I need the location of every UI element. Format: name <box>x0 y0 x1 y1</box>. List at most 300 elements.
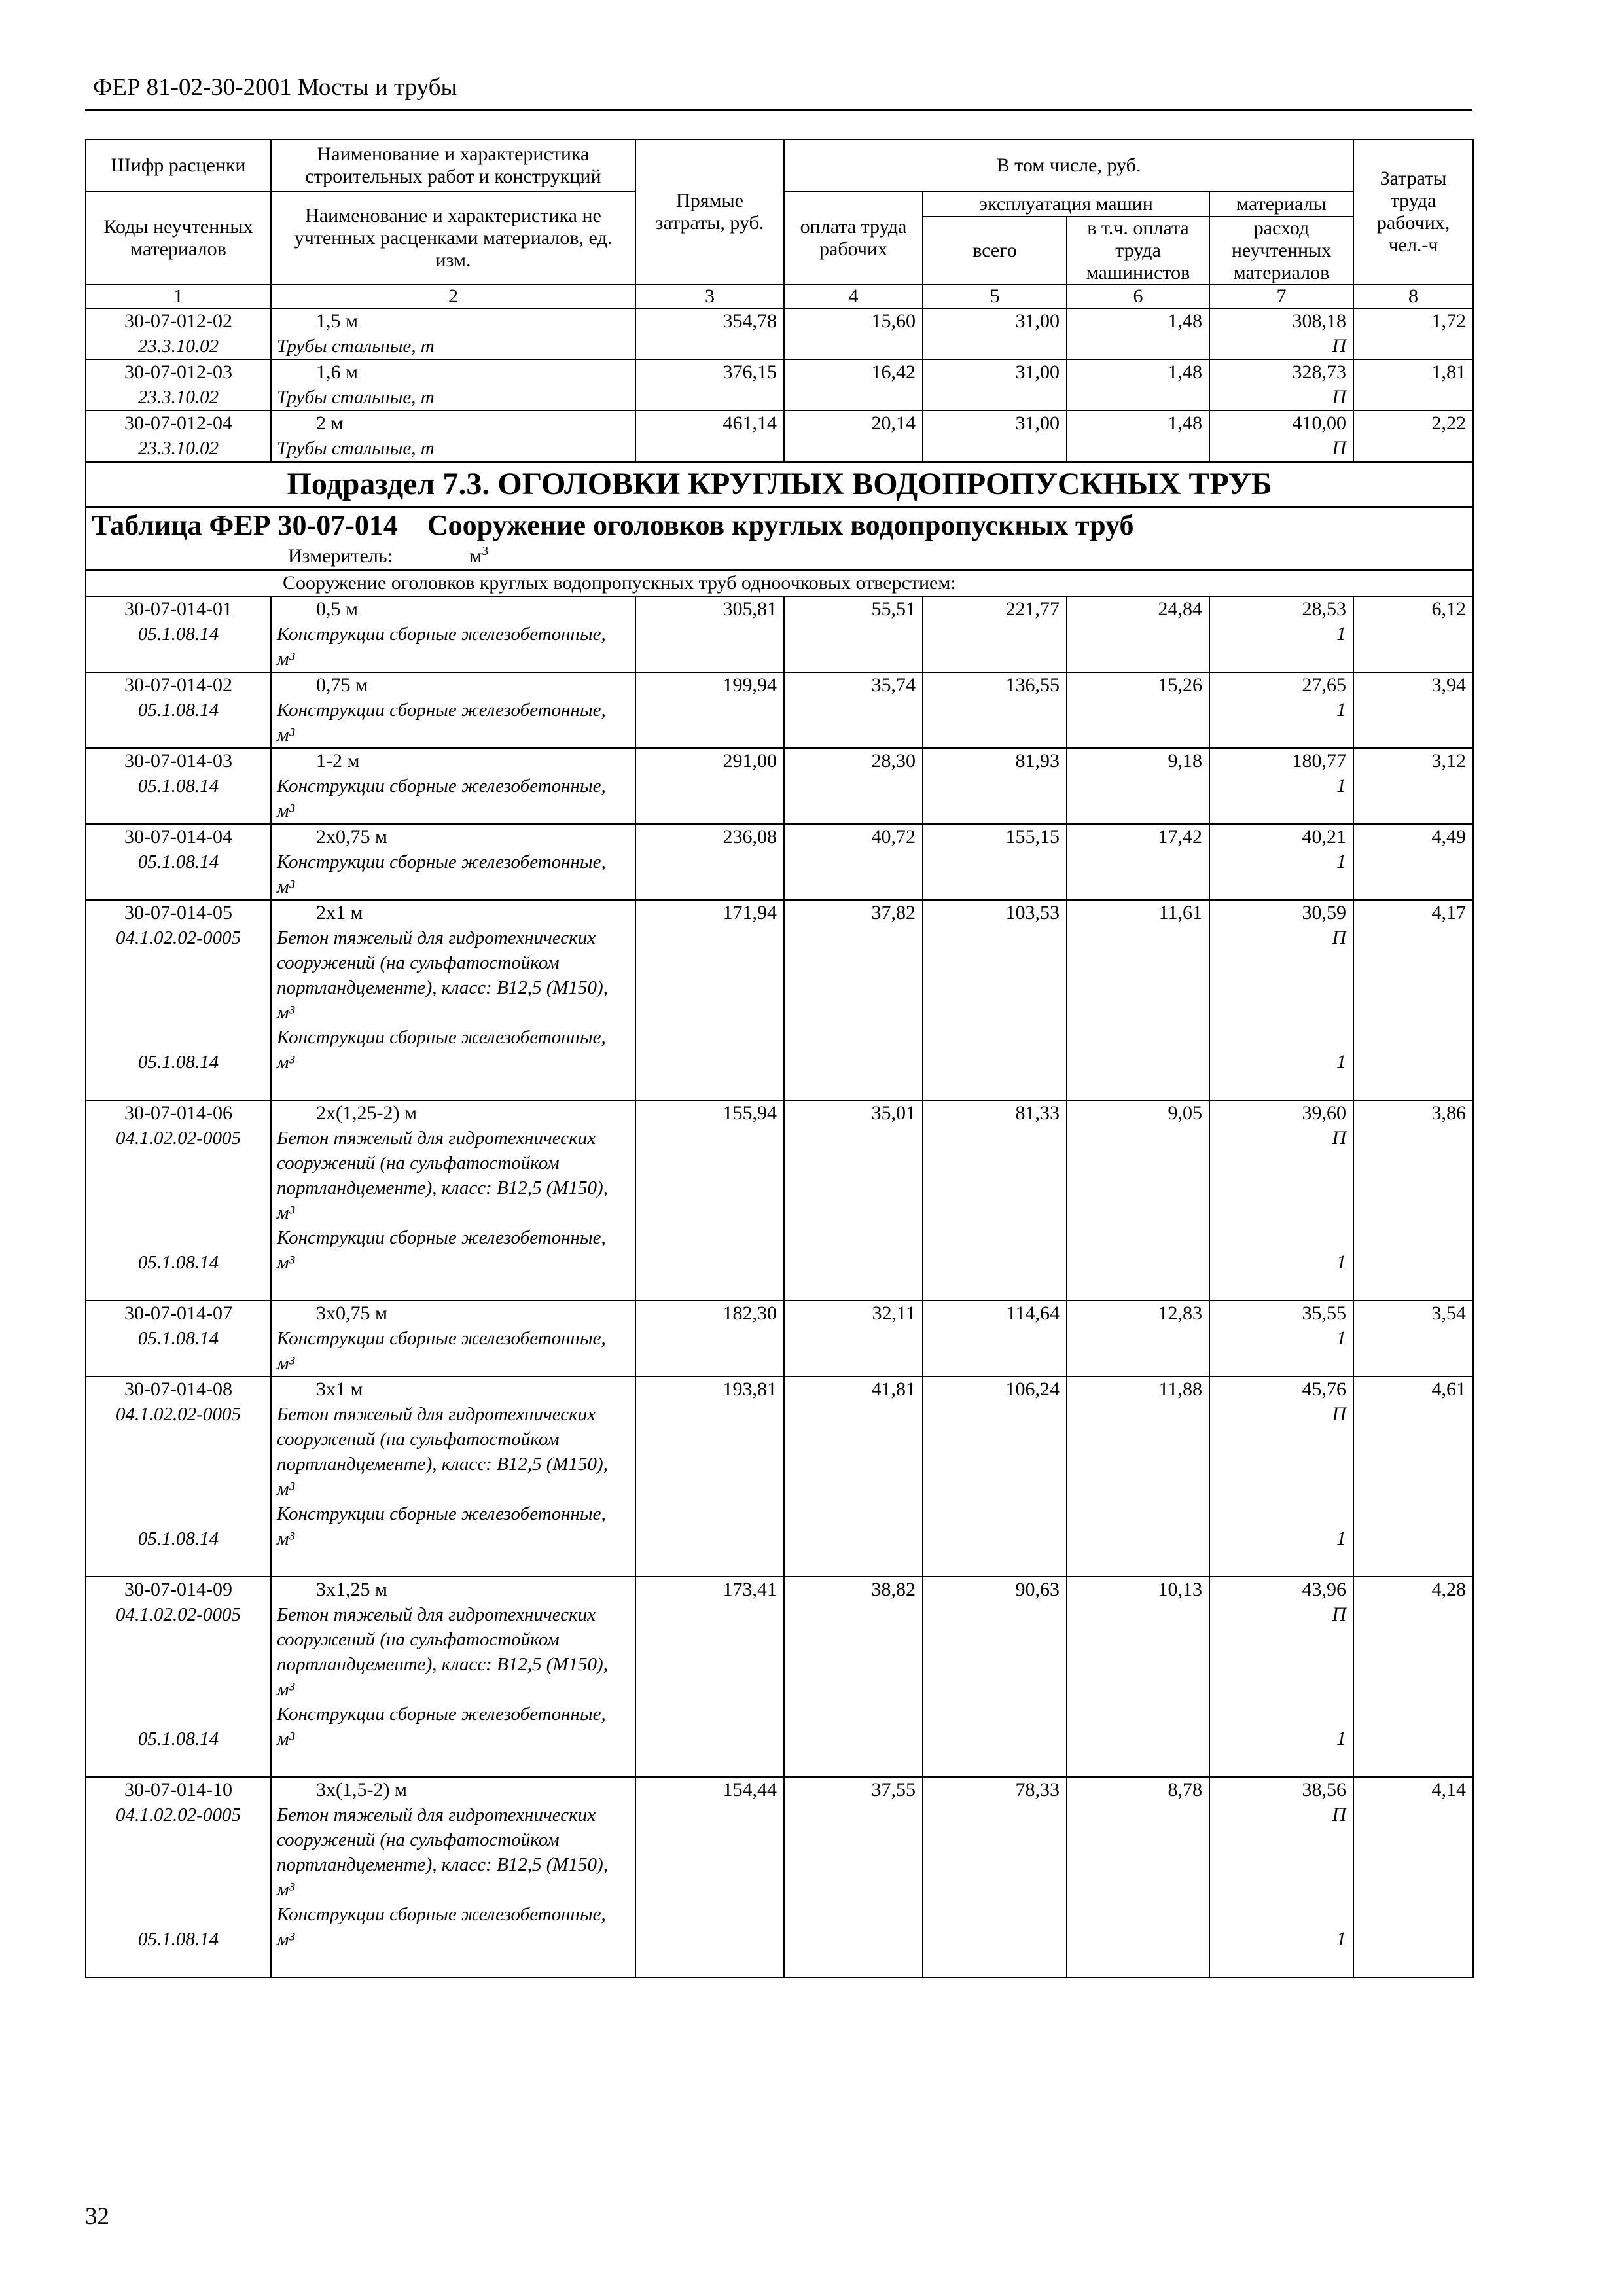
material-unit: П <box>1332 927 1347 948</box>
machines-labor: 1,48 <box>1168 361 1202 383</box>
work-name: 1-2 м <box>316 750 360 772</box>
table-row <box>86 824 1473 900</box>
machines-total: 78,33 <box>1015 1779 1060 1801</box>
labor-pay: 32,11 <box>872 1302 916 1324</box>
materials-cost: 39,60 <box>1302 1102 1347 1124</box>
materials-cost: 27,65 <box>1302 674 1347 696</box>
materials-cell <box>1209 824 1353 900</box>
work-name: 3х0,75 м <box>316 1302 387 1324</box>
work-name: 3х1 м <box>316 1378 363 1400</box>
table-row <box>86 900 1473 1100</box>
work-name: 3х(1,5-2) м <box>316 1779 407 1801</box>
labor-pay: 35,01 <box>871 1102 916 1124</box>
material-code: 04.1.02.02-0005 <box>116 1804 241 1825</box>
table-row <box>86 672 1473 748</box>
name-cell <box>271 1777 635 1977</box>
machines-total: 103,53 <box>1005 902 1060 924</box>
col-number: 7 <box>1209 285 1353 308</box>
materials-cell <box>1209 1777 1353 1977</box>
labor-pay: 28,30 <box>871 750 916 772</box>
labor-hours: 3,54 <box>1431 1302 1467 1324</box>
header-direct-costs: Прямые затраты, руб. <box>635 139 784 285</box>
materials-cost: 45,76 <box>1302 1378 1347 1400</box>
material-name: Конструкции сборные железобетонные, м³ <box>277 624 606 670</box>
machines-total-cell <box>923 900 1067 1100</box>
labor-hours: 3,94 <box>1431 674 1467 696</box>
materials-cost: 180,77 <box>1292 750 1347 772</box>
labor-hours-cell <box>1353 596 1473 672</box>
direct-cost-cell <box>635 900 784 1100</box>
labor-hours-cell <box>1353 1376 1473 1577</box>
table-row <box>86 308 1473 359</box>
material-name: Бетон тяжелый для гидротехнических сооружений (на сульфатостойком портландцементе), класс: В12,5 (М150), м³ <box>277 1128 608 1223</box>
meter-label: Измеритель: <box>288 545 393 567</box>
direct-cost: 171,94 <box>722 902 777 924</box>
column-numbers-row <box>86 285 1473 308</box>
labor-hours-cell <box>1353 672 1473 748</box>
work-name: 1,6 м <box>316 361 358 383</box>
machines-labor: 1,48 <box>1168 412 1202 434</box>
materials-cost: 38,56 <box>1302 1779 1347 1801</box>
material-unit: П <box>1332 437 1347 459</box>
rate-code: 30-07-014-01 <box>124 598 232 620</box>
header-code: Шифр расценки <box>86 139 271 192</box>
machines-labor: 1,48 <box>1168 310 1202 332</box>
machines-labor-cell <box>1067 1300 1209 1376</box>
meter <box>92 543 1466 569</box>
material-code: 05.1.08.14 <box>137 624 219 645</box>
material-unit: 1 <box>1336 1728 1347 1749</box>
labor-hours: 2,22 <box>1431 412 1467 434</box>
materials-cost: 30,59 <box>1302 902 1347 924</box>
labor-pay-cell <box>784 410 923 462</box>
rate-code: 30-07-014-05 <box>124 902 232 924</box>
machines-total-cell <box>923 1100 1067 1300</box>
labor-hours: 4,61 <box>1431 1378 1467 1400</box>
direct-cost-cell <box>635 1300 784 1376</box>
table-row <box>86 1777 1473 1977</box>
code-cell <box>86 1300 271 1376</box>
machines-total: 221,77 <box>1005 598 1060 620</box>
labor-hours: 6,12 <box>1431 598 1467 620</box>
table-row <box>86 1300 1473 1376</box>
labor-hours-cell <box>1353 359 1473 410</box>
rates-table <box>85 139 1474 1978</box>
material-unit: П <box>1332 1604 1347 1625</box>
labor-pay: 20,14 <box>871 412 916 434</box>
labor-hours: 4,17 <box>1431 902 1467 924</box>
name-cell <box>271 596 635 672</box>
material-unit: 1 <box>1336 699 1347 721</box>
material-name: Трубы стальные, т <box>277 336 435 357</box>
machines-labor: 11,88 <box>1158 1378 1202 1400</box>
col-number: 8 <box>1353 285 1473 308</box>
direct-cost-cell <box>635 1577 784 1777</box>
material-unit: 1 <box>1336 851 1347 872</box>
material-code: 05.1.08.14 <box>137 1929 219 1950</box>
material-code: 04.1.02.02-0005 <box>116 1404 241 1425</box>
name-cell <box>271 672 635 748</box>
direct-cost: 173,41 <box>722 1579 777 1600</box>
materials-cost: 308,18 <box>1292 310 1347 332</box>
material-code: 05.1.08.14 <box>137 852 219 872</box>
material-code: 05.1.08.14 <box>137 1729 219 1749</box>
material-unit: 1 <box>1336 1251 1347 1273</box>
direct-cost: 154,44 <box>722 1779 777 1801</box>
materials-cell <box>1209 308 1353 359</box>
direct-cost-cell <box>635 1100 784 1300</box>
rate-code: 30-07-014-07 <box>124 1302 232 1324</box>
labor-hours: 4,14 <box>1431 1779 1467 1801</box>
machines-total-cell <box>923 359 1067 410</box>
material-code: 23.3.10.02 <box>137 387 219 408</box>
name-cell <box>271 900 635 1100</box>
direct-cost-cell <box>635 359 784 410</box>
work-name: 1,5 м <box>316 310 358 332</box>
group-title: Сооружение оголовков круглых водопропускных труб одноочковых отверстием: <box>86 570 1473 596</box>
machines-total: 114,64 <box>1006 1302 1060 1324</box>
materials-cell <box>1209 672 1353 748</box>
labor-hours-cell <box>1353 748 1473 824</box>
material-name: Бетон тяжелый для гидротехнических сооружений (на сульфатостойком портландцементе), класс: В12,5 (М150), м³ <box>277 1404 608 1499</box>
material-name: Бетон тяжелый для гидротехнических сооружений (на сульфатостойком портландцементе), класс: В12,5 (М150), м³ <box>277 1604 608 1700</box>
material-code: 05.1.08.14 <box>137 700 219 721</box>
material-name: Конструкции сборные железобетонные, м³ <box>277 1503 606 1549</box>
machines-labor-cell <box>1067 824 1209 900</box>
materials-cell <box>1209 1577 1353 1777</box>
col-number: 1 <box>86 285 271 308</box>
machines-labor: 24,84 <box>1158 598 1202 620</box>
section-heading <box>86 462 1473 597</box>
labor-hours-cell <box>1353 1777 1473 1977</box>
material-code: 05.1.08.14 <box>137 1528 219 1549</box>
machines-total: 106,24 <box>1005 1378 1060 1400</box>
subsection-title: Подраздел 7.3. ОГОЛОВКИ КРУГЛЫХ ВОДОПРОПУСКНЫХ ТРУБ <box>86 462 1473 507</box>
material-unit: 1 <box>1336 775 1347 797</box>
material-code: 23.3.10.02 <box>137 336 219 357</box>
code-cell <box>86 1777 271 1977</box>
code-cell <box>86 359 271 410</box>
col-number: 6 <box>1067 285 1209 308</box>
materials-cost: 328,73 <box>1292 361 1347 383</box>
machines-total-cell <box>923 1777 1067 1977</box>
material-code: 05.1.08.14 <box>137 776 219 797</box>
machines-labor-cell <box>1067 1100 1209 1300</box>
labor-hours: 3,12 <box>1431 750 1467 772</box>
labor-hours: 1,72 <box>1431 310 1467 332</box>
material-name: Конструкции сборные железобетонные, м³ <box>277 1328 606 1374</box>
table-body-main <box>86 596 1473 1977</box>
name-cell <box>271 824 635 900</box>
rate-code: 30-07-014-10 <box>124 1779 232 1801</box>
materials-cell <box>1209 748 1353 824</box>
material-name: Конструкции сборные железобетонные, м³ <box>277 1027 606 1073</box>
name-cell <box>271 359 635 410</box>
header-machines: эксплуатация машин <box>923 192 1209 217</box>
table-header <box>86 139 1473 308</box>
machines-labor-cell <box>1067 1376 1209 1577</box>
machines-labor-cell <box>1067 672 1209 748</box>
labor-pay-cell <box>784 672 923 748</box>
machines-total-cell <box>923 1376 1067 1577</box>
material-unit: 1 <box>1336 1327 1347 1349</box>
header-codes-unaccounted: Коды неучтенных материалов <box>86 192 271 285</box>
labor-pay: 55,51 <box>871 598 916 620</box>
direct-cost-cell <box>635 596 784 672</box>
direct-cost-cell <box>635 824 784 900</box>
meter-value: м <box>469 545 482 567</box>
work-name: 3х1,25 м <box>316 1579 387 1600</box>
rate-code: 30-07-014-04 <box>124 826 232 848</box>
code-cell <box>86 900 271 1100</box>
machines-labor: 8,78 <box>1168 1779 1202 1801</box>
direct-cost: 354,78 <box>722 310 777 332</box>
machines-labor-cell <box>1067 1577 1209 1777</box>
header-incl: В том числе, руб. <box>784 139 1353 192</box>
code-cell <box>86 308 271 359</box>
machines-labor: 15,26 <box>1158 674 1202 696</box>
machines-total: 81,93 <box>1015 750 1060 772</box>
direct-cost: 199,94 <box>722 674 777 696</box>
material-unit: П <box>1332 1127 1347 1149</box>
materials-cell <box>1209 1100 1353 1300</box>
materials-cost: 28,53 <box>1302 598 1347 620</box>
machines-total: 136,55 <box>1005 674 1060 696</box>
name-cell <box>271 748 635 824</box>
material-unit: П <box>1332 386 1347 408</box>
table-row <box>86 410 1473 462</box>
machines-labor-cell <box>1067 900 1209 1100</box>
machines-total: 90,63 <box>1015 1579 1060 1600</box>
material-unit: 1 <box>1336 1928 1347 1950</box>
rate-code: 30-07-014-06 <box>124 1102 232 1124</box>
material-code: 04.1.02.02-0005 <box>116 1604 241 1625</box>
direct-cost-cell <box>635 1376 784 1577</box>
machines-labor-cell <box>1067 410 1209 462</box>
machines-total-cell <box>923 308 1067 359</box>
code-cell <box>86 1577 271 1777</box>
rate-code: 30-07-014-02 <box>124 674 232 696</box>
material-unit: П <box>1332 1804 1347 1825</box>
machines-total: 31,00 <box>1015 412 1060 434</box>
direct-cost-cell <box>635 1777 784 1977</box>
direct-cost-cell <box>635 308 784 359</box>
material-unit: 1 <box>1336 1528 1347 1549</box>
header-name-materials: Наименование и характеристика не учтенных расценками материалов, ед. изм. <box>271 192 635 285</box>
meter-sup: 3 <box>482 545 489 558</box>
rate-code: 30-07-012-03 <box>124 361 232 383</box>
name-cell <box>271 1300 635 1376</box>
rate-code: 30-07-014-09 <box>124 1579 232 1600</box>
labor-pay-cell <box>784 359 923 410</box>
materials-cell <box>1209 1300 1353 1376</box>
machines-labor-cell <box>1067 359 1209 410</box>
labor-hours-cell <box>1353 824 1473 900</box>
code-cell <box>86 596 271 672</box>
material-name: Конструкции сборные железобетонные, м³ <box>277 1704 606 1749</box>
name-cell <box>271 1376 635 1577</box>
machines-labor: 10,13 <box>1158 1579 1202 1600</box>
material-name: Бетон тяжелый для гидротехнических сооружений (на сульфатостойком портландцементе), класс: В12,5 (М150), м³ <box>277 1804 608 1900</box>
direct-cost: 182,30 <box>722 1302 777 1324</box>
material-code: 04.1.02.02-0005 <box>116 927 241 948</box>
machines-total-cell <box>923 672 1067 748</box>
table-row <box>86 596 1473 672</box>
name-cell <box>271 1100 635 1300</box>
labor-pay-cell <box>784 900 923 1100</box>
labor-pay-cell <box>784 596 923 672</box>
work-name: 2х0,75 м <box>316 826 387 848</box>
labor-pay-cell <box>784 824 923 900</box>
header-materials-use: расход неучтенных материалов <box>1209 217 1353 285</box>
machines-total: 31,00 <box>1015 310 1060 332</box>
material-name: Конструкции сборные железобетонные, м³ <box>277 852 606 897</box>
code-cell <box>86 672 271 748</box>
header-materials: материалы <box>1209 192 1353 217</box>
machines-labor: 17,42 <box>1158 826 1202 848</box>
labor-pay-cell <box>784 748 923 824</box>
direct-cost-cell <box>635 748 784 824</box>
labor-hours-cell <box>1353 900 1473 1100</box>
material-name: Конструкции сборные железобетонные, м³ <box>277 700 606 745</box>
material-name: Бетон тяжелый для гидротехнических сооружений (на сульфатостойком портландцементе), класс: В12,5 (М150), м³ <box>277 927 608 1023</box>
labor-hours-cell <box>1353 1100 1473 1300</box>
machines-labor: 11,61 <box>1158 902 1202 924</box>
material-code: 05.1.08.14 <box>137 1052 219 1073</box>
page-number: 32 <box>85 2203 109 2230</box>
labor-pay: 15,60 <box>871 310 916 332</box>
labor-hours: 3,86 <box>1431 1102 1467 1124</box>
material-unit: П <box>1332 1403 1347 1425</box>
materials-cell <box>1209 900 1353 1100</box>
direct-cost: 305,81 <box>722 598 777 620</box>
rate-code: 30-07-012-02 <box>124 310 232 332</box>
machines-total-cell <box>923 410 1067 462</box>
col-number: 3 <box>635 285 784 308</box>
labor-hours: 1,81 <box>1431 361 1467 383</box>
material-unit: П <box>1332 335 1347 357</box>
direct-cost: 155,94 <box>722 1102 777 1124</box>
labor-hours-cell <box>1353 1577 1473 1777</box>
work-name: 0,5 м <box>316 598 358 620</box>
material-name: Конструкции сборные железобетонные, м³ <box>277 1227 606 1273</box>
table-number: Таблица ФЕР 30-07-014 <box>92 509 398 541</box>
material-code: 04.1.02.02-0005 <box>116 1128 241 1149</box>
materials-cost: 43,96 <box>1302 1579 1347 1600</box>
materials-cost: 35,55 <box>1302 1302 1347 1324</box>
machines-total: 31,00 <box>1015 361 1060 383</box>
labor-pay: 35,74 <box>871 674 916 696</box>
direct-cost: 461,14 <box>722 412 777 434</box>
materials-cell <box>1209 596 1353 672</box>
table-name: Сооружение оголовков круглых водопропускных труб <box>427 509 1134 541</box>
table-title <box>92 508 1466 543</box>
material-unit: 1 <box>1336 1051 1347 1073</box>
machines-total-cell <box>923 1577 1067 1777</box>
work-name: 0,75 м <box>316 674 368 696</box>
work-name: 2х1 м <box>316 902 363 924</box>
work-name: 2 м <box>316 412 344 434</box>
header-labor-pay: оплата труда рабочих <box>784 192 923 285</box>
labor-hours: 4,28 <box>1431 1579 1467 1600</box>
machines-total-cell <box>923 748 1067 824</box>
direct-cost: 193,81 <box>722 1378 777 1400</box>
direct-cost: 236,08 <box>722 826 777 848</box>
labor-hours: 4,49 <box>1431 826 1467 848</box>
table-row <box>86 748 1473 824</box>
labor-pay-cell <box>784 1376 923 1577</box>
material-code: 05.1.08.14 <box>137 1252 219 1273</box>
header-machines-total: всего <box>923 217 1067 285</box>
labor-pay: 38,82 <box>871 1579 916 1600</box>
labor-pay-cell <box>784 1577 923 1777</box>
machines-labor-cell <box>1067 1777 1209 1977</box>
machines-labor-cell <box>1067 596 1209 672</box>
machines-labor: 9,05 <box>1168 1102 1202 1124</box>
machines-total-cell <box>923 824 1067 900</box>
machines-labor: 12,83 <box>1158 1302 1202 1324</box>
materials-cell <box>1209 410 1353 462</box>
labor-pay: 40,72 <box>871 826 916 848</box>
direct-cost: 291,00 <box>722 750 777 772</box>
header-machines-labor: в т.ч. оплата труда машинистов <box>1067 217 1209 285</box>
machines-labor: 9,18 <box>1168 750 1202 772</box>
table-row <box>86 1100 1473 1300</box>
labor-pay: 37,55 <box>871 1779 916 1801</box>
name-cell <box>271 410 635 462</box>
labor-pay: 41,81 <box>871 1378 916 1400</box>
col-number: 4 <box>784 285 923 308</box>
code-cell <box>86 410 271 462</box>
direct-cost-cell <box>635 672 784 748</box>
code-cell <box>86 1100 271 1300</box>
table-body-top <box>86 308 1473 462</box>
material-code: 05.1.08.14 <box>137 1328 219 1349</box>
table-row <box>86 1577 1473 1777</box>
labor-pay: 16,42 <box>871 361 916 383</box>
material-code: 23.3.10.02 <box>137 438 219 459</box>
materials-cost: 410,00 <box>1292 412 1347 434</box>
header-rule <box>85 109 1472 111</box>
table-row <box>86 359 1473 410</box>
labor-pay: 37,82 <box>871 902 916 924</box>
materials-cost: 40,21 <box>1302 826 1347 848</box>
material-name: Конструкции сборные железобетонные, м³ <box>277 776 606 821</box>
rate-code: 30-07-012-04 <box>124 412 232 434</box>
machines-total: 81,33 <box>1015 1102 1060 1124</box>
material-name: Трубы стальные, т <box>277 387 435 408</box>
rate-code: 30-07-014-03 <box>124 750 232 772</box>
material-name: Конструкции сборные железобетонные, м³ <box>277 1904 606 1950</box>
col-number: 2 <box>271 285 635 308</box>
labor-pay-cell <box>784 308 923 359</box>
machines-labor-cell <box>1067 308 1209 359</box>
machines-total: 155,15 <box>1005 826 1060 848</box>
material-unit: 1 <box>1336 623 1347 645</box>
labor-hours-cell <box>1353 410 1473 462</box>
header-name: Наименование и характеристика строительных работ и конструкций <box>271 139 635 192</box>
code-cell <box>86 748 271 824</box>
labor-pay-cell <box>784 1300 923 1376</box>
labor-pay-cell <box>784 1100 923 1300</box>
machines-total-cell <box>923 596 1067 672</box>
name-cell <box>271 308 635 359</box>
code-cell <box>86 1376 271 1577</box>
labor-pay-cell <box>784 1777 923 1977</box>
machines-total-cell <box>923 1300 1067 1376</box>
name-cell <box>271 1577 635 1777</box>
col-number: 5 <box>923 285 1067 308</box>
